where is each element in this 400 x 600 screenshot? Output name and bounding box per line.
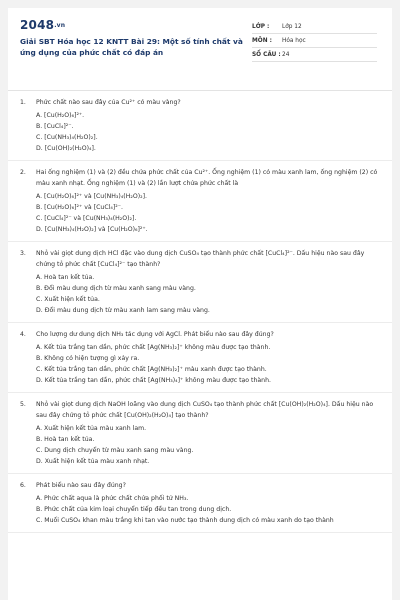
option-c[interactable]: C. Dung dịch chuyển từ màu xanh sang màu vàng. <box>36 447 194 454</box>
question-6 <box>8 474 392 533</box>
option-d[interactable]: D. [Cu(NH₃)₄(H₂O)₂] và [Cu(H₂O)₆]²⁺. <box>36 226 148 233</box>
option-a[interactable]: A. Xuất hiện kết tủa màu xanh lam. <box>36 425 147 432</box>
question-1 <box>8 91 392 161</box>
meta-value: 24 <box>282 51 290 58</box>
option-b[interactable]: B. Hoà tan kết tủa. <box>36 436 95 443</box>
meta-value: Hóa học <box>282 37 306 44</box>
question-5 <box>8 393 392 474</box>
question-number: 6. <box>20 482 26 489</box>
option-c[interactable]: C. Kết tủa trắng tan dần, phức chất [Ag(NH₃)₂]⁺ màu xanh được tạo thành. <box>36 366 267 373</box>
page-title: Giải SBT Hóa học 12 KNTT Bài 29: Một số tính chất và ứng dụng của phức chất có đáp án <box>20 37 243 57</box>
meta-key: SỐ CÂU : <box>252 51 281 58</box>
option-c[interactable]: C. [Cu(NH₃)₄(H₂O)₂]. <box>36 134 98 141</box>
meta-info <box>252 20 377 62</box>
option-b[interactable]: B. Phức chất của kim loại chuyển tiếp đều tan trong dung dịch. <box>36 506 232 513</box>
option-b[interactable]: B. Đổi màu dung dịch từ màu xanh sang màu vàng. <box>36 285 196 292</box>
option-d[interactable]: D. Đổi màu dung dịch từ màu xanh lam sang màu vàng. <box>36 307 210 314</box>
option-c[interactable]: C. Xuất hiện kết tủa. <box>36 296 100 303</box>
option-d[interactable]: D. Xuất hiện kết tủa màu xanh nhạt. <box>36 458 150 465</box>
option-a[interactable]: A. Phức chất aqua là phức chất chứa phối tử NH₃. <box>36 495 189 502</box>
question-number: 4. <box>20 331 26 338</box>
question-text: Hai ống nghiệm (1) và (2) đều chứa phức chất của Cu²⁺. Ống nghiệm (1) có màu xanh lam, ống nghiệm (2) có màu xanh nhạt. Ống nghiệm (1) và (2) lần lượt chứa phức chất là <box>36 169 378 187</box>
brand-tld: .vn <box>54 22 66 29</box>
question-number: 5. <box>20 401 26 408</box>
meta-key: LỚP : <box>252 23 270 30</box>
option-a[interactable]: A. [Cu(H₂O)₆]²⁺. <box>36 112 85 119</box>
option-a[interactable]: A. Kết tủa trắng tan dần, phức chất [Ag(NH₃)₂]⁺ không màu được tạo thành. <box>36 344 271 351</box>
option-b[interactable]: B. [CuCl₄]²⁻. <box>36 123 74 130</box>
option-a[interactable]: A. [Cu(H₂O)₆]²⁺ và [Cu(NH₃)₄(H₂O)₂]. <box>36 193 147 200</box>
header <box>8 8 392 74</box>
option-a[interactable]: A. Hoà tan kết tủa. <box>36 274 95 281</box>
meta-row-subject <box>252 34 377 48</box>
option-b[interactable]: B. Không có hiện tượng gì xảy ra. <box>36 355 140 362</box>
question-number: 2. <box>20 169 26 176</box>
question-2 <box>8 161 392 242</box>
option-d[interactable]: D. Kết tủa trắng tan dần, phức chất [Ag(NH₃)₄]⁺ không màu được tạo thành. <box>36 377 271 384</box>
question-text: Phức chất nào sau đây của Cu²⁺ có màu vàng? <box>36 99 181 106</box>
meta-value: Lớp 12 <box>282 23 302 30</box>
meta-row-class <box>252 20 377 34</box>
question-3 <box>8 242 392 323</box>
meta-row-count <box>252 48 377 62</box>
question-text: Nhỏ vài giọt dung dịch HCl đặc vào dung dịch CuSO₄ tạo thành phức chất [CuCl₄]²⁻. Dấu hiệu nào sau đây chứng tỏ phức chất [CuCl₄]²⁻ tạo thành? <box>36 250 365 268</box>
document-page <box>8 8 392 600</box>
question-number: 1. <box>20 99 26 106</box>
option-b[interactable]: B. [Cu(H₂O)₆]²⁺ và [CuCl₄]²⁻. <box>36 204 123 211</box>
question-text: Nhỏ vài giọt dung dịch NaOH loãng vào dung dịch CuSO₄ tạo thành phức chất [Cu(OH)₂(H₂O)₄]. Dấu hiệu nào sau đây chứng tỏ phức chất [Cu(OH)₂(H₂O)₄] tạo thành? <box>36 401 374 419</box>
option-d[interactable]: D. [Cu(OH)₂(H₂O)₄]. <box>36 145 96 152</box>
option-c[interactable]: C. [CuCl₄]²⁻ và [Cu(NH₃)₄(H₂O)₂]. <box>36 215 137 222</box>
option-c[interactable]: C. Muối CuSO₄ khan màu trắng khi tan vào nước tạo thành dung dịch có màu xanh do tạo thành <box>36 517 334 524</box>
question-number: 3. <box>20 250 26 257</box>
question-4 <box>8 323 392 393</box>
meta-key: MÔN : <box>252 37 272 44</box>
question-text: Phát biểu nào sau đây đúng? <box>36 482 126 489</box>
question-text: Cho lượng dư dung dịch NH₃ tác dụng với AgCl. Phát biểu nào sau đây đúng? <box>36 331 274 338</box>
brand-main: 2048 <box>20 18 55 32</box>
